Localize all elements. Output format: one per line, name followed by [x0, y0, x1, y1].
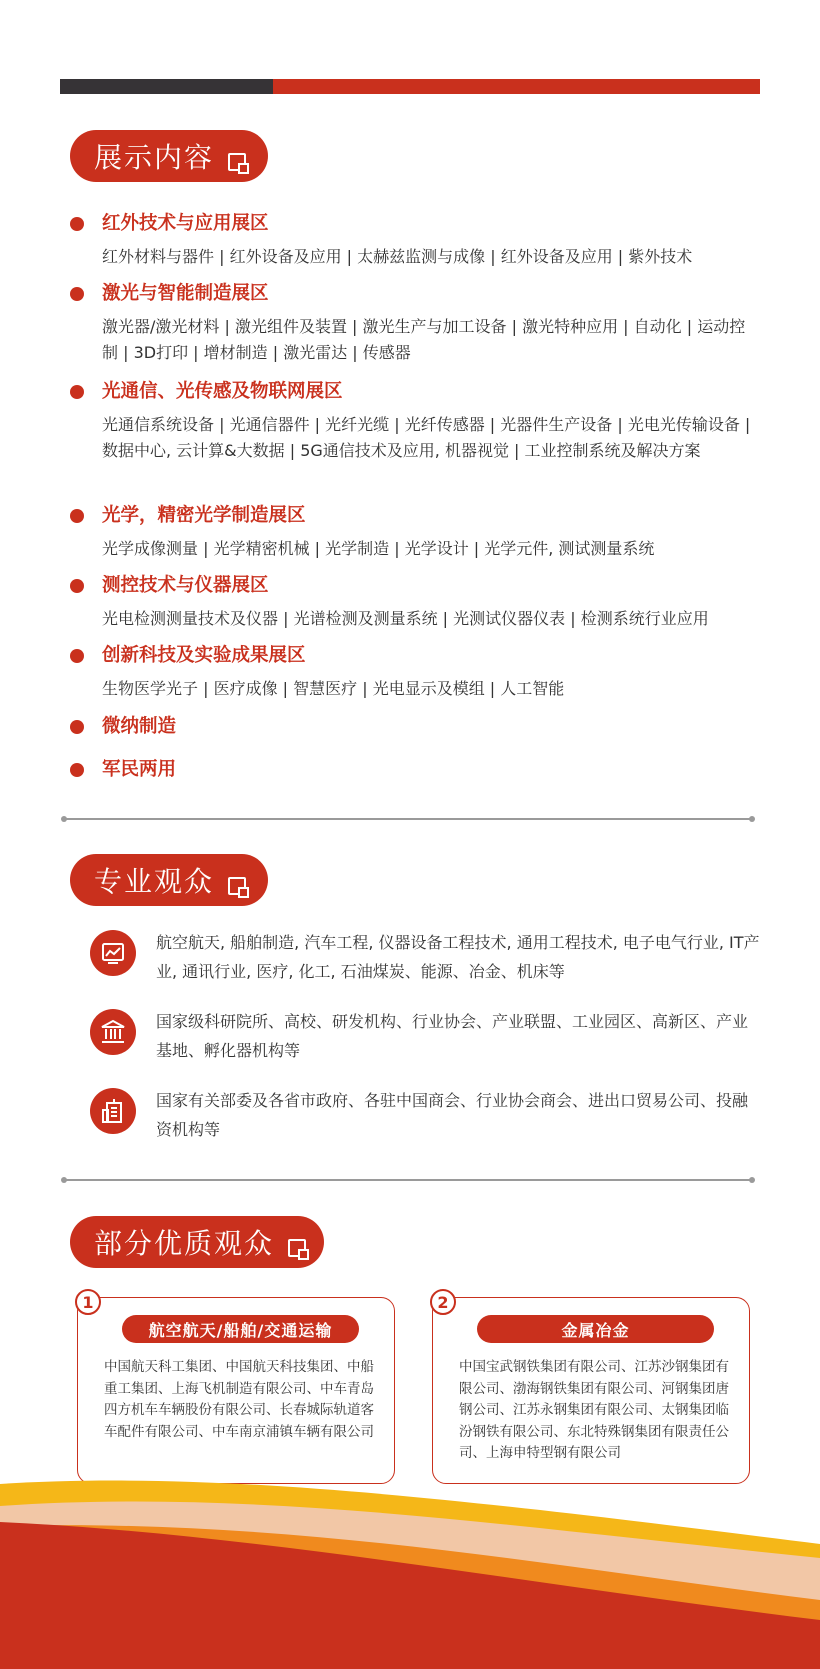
section-divider [64, 818, 752, 820]
exhibit-title: 微纳制造 [102, 716, 177, 737]
bullet-dot-icon [70, 509, 84, 523]
audience-card [432, 1292, 750, 1484]
bullet-dot-icon [70, 385, 84, 399]
exhibit-item [70, 756, 760, 790]
exhibit-title: 军民两用 [102, 759, 177, 780]
exhibit-desc: 光电检测测量技术及仪器 | 光谱检测及测量系统 | 光测试仪器仪表 | 检测系统行业应用 [102, 609, 709, 628]
exhibit-title: 光通信、光传感及物联网展区 [102, 381, 343, 402]
top-bar-dark-segment [60, 79, 273, 94]
audience-text: 国家有关部委及各省市政府、各驻中国商会、行业协会商会、进出口贸易公司、投融资机构等 [156, 1091, 749, 1139]
bullet-dot-icon [70, 763, 84, 777]
window-icon [288, 1239, 306, 1257]
audience-item [90, 1007, 760, 1065]
quality-audience-section-title: 部分优质观众 [70, 1216, 324, 1268]
audience-item [90, 1086, 760, 1144]
audience-section-title: 专业观众 [70, 854, 268, 906]
bullet-dot-icon [70, 217, 84, 231]
exhibit-title: 光学，精密光学制造展区 [102, 505, 306, 526]
exhibit-item [70, 210, 760, 270]
card-number-badge: 2 [430, 1289, 456, 1315]
audience-item [90, 928, 760, 986]
exhibit-desc: 光通信系统设备 | 光通信器件 | 光纤光缆 | 光纤传感器 | 光器件生产设备 | 光电光传输设备 | 数据中心, 云计算&大数据 | 5G通信技术及应用, 机器视觉 | 工业控制系统及解决方案 [102, 415, 751, 460]
top-bar-red-segment [273, 79, 760, 94]
exhibit-item [70, 378, 760, 464]
decorative-waves [0, 1470, 820, 1669]
top-color-bar [60, 79, 760, 94]
card-tag: 航空航天/船舶/交通运输 [122, 1315, 359, 1343]
bullet-dot-icon [70, 579, 84, 593]
exhibit-title: 测控技术与仪器展区 [102, 575, 269, 596]
audience-card [77, 1292, 395, 1484]
exhibit-desc: 光学成像测量 | 光学精密机械 | 光学制造 | 光学设计 | 光学元件, 测试测量系统 [102, 539, 655, 558]
section-divider [64, 1179, 752, 1181]
institution-icon [90, 1009, 136, 1055]
exhibit-title: 激光与智能制造展区 [102, 283, 269, 304]
exhibit-desc: 激光器/激光材料 | 激光组件及装置 | 激光生产与加工设备 | 激光特种应用 | 自动化 | 运动控制 | 3D打印 | 增材制造 | 激光雷达 | 传感器 [102, 317, 746, 362]
bullet-dot-icon [70, 649, 84, 663]
card-number-badge: 1 [75, 1289, 101, 1315]
card-tag: 金属冶金 [477, 1315, 714, 1343]
exhibit-title: 红外技术与应用展区 [102, 213, 269, 234]
exhibit-title: 创新科技及实验成果展区 [102, 645, 306, 666]
exhibit-item [70, 280, 760, 366]
audience-text: 国家级科研院所、高校、研发机构、行业协会、产业联盟、工业园区、高新区、产业基地、孵化器机构等 [156, 1012, 749, 1060]
exhibit-desc: 生物医学光子 | 医疗成像 | 智慧医疗 | 光电显示及模组 | 人工智能 [102, 679, 565, 698]
exhibit-item [70, 502, 760, 562]
chart-icon [90, 930, 136, 976]
audience-text: 航空航天, 船舶制造, 汽车工程, 仪器设备工程技术, 通用工程技术, 电子电气行业, IT产业, 通讯行业, 医疗, 化工, 石油煤炭、能源、冶金、机床等 [156, 933, 760, 981]
exhibit-item [70, 713, 760, 747]
card-text: 中国航天科工集团、中国航天科技集团、中船重工集团、上海飞机制造有限公司、中车青岛四方机车车辆股份有限公司、长春城际轨道客车配件有限公司、中车南京浦镇车辆有限公司 [104, 1359, 374, 1440]
window-icon [228, 153, 246, 171]
building-icon [90, 1088, 136, 1134]
exhibit-desc: 红外材料与器件 | 红外设备及应用 | 太赫兹监测与成像 | 红外设备及应用 | 紫外技术 [102, 247, 693, 266]
exhibit-item [70, 572, 760, 632]
window-icon [228, 877, 246, 895]
bullet-dot-icon [70, 287, 84, 301]
exhibit-item [70, 642, 760, 702]
card-text: 中国宝武钢铁集团有限公司、江苏沙钢集团有限公司、渤海钢铁集团有限公司、河钢集团唐钢公司、江苏永钢集团有限公司、太钢集团临汾钢铁有限公司、东北特殊钢集团有限责任公司、上海申特型钢有限公司 [459, 1359, 729, 1461]
exhibits-section-title: 展示内容 [70, 130, 268, 182]
bullet-dot-icon [70, 720, 84, 734]
